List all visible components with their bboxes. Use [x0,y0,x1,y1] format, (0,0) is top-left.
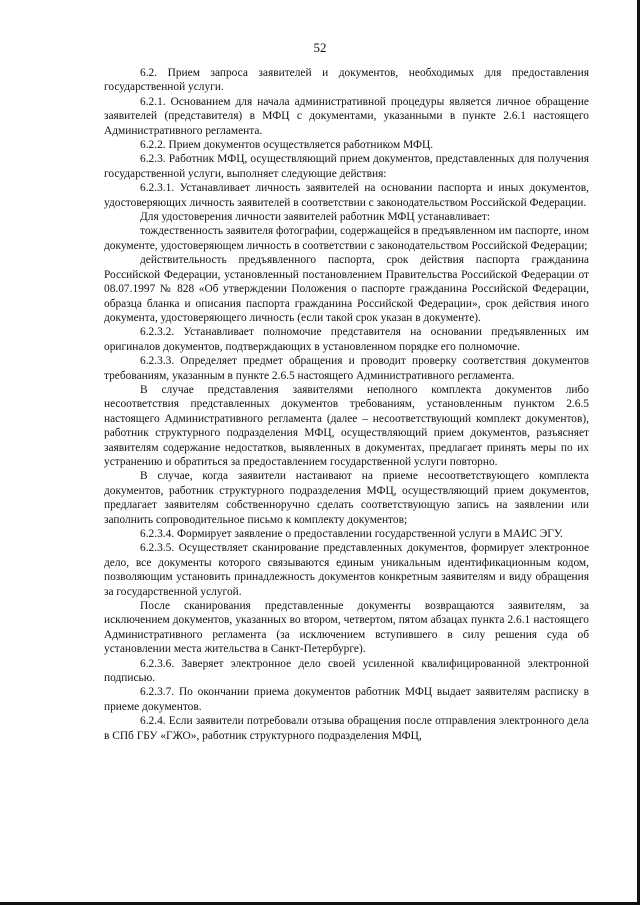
paragraph-6-2-3: 6.2.3. Работник МФЦ, осуществляющий прием документов, представленных для получения государственной услуги, выполняет следующие действия: [104,153,589,180]
paragraph-6-2-3-4: 6.2.3.4. Формирует заявление о предоставлении государственной услуги в МАИС ЭГУ. [140,528,563,540]
paragraph-insist-on-acceptance: В случае, когда заявители настаивают на приеме несоответствующего комплекта документов, работник структурного подразделения МФЦ, осуществляющий прием документов, предлагает заявителям собственноручно сделать соответствующую запись на заявлении или заполнить сопроводительное письмо к комплекту документов; [104,470,589,526]
paragraph-6-2-3-3: 6.2.3.3. Определяет предмет обращения и проводит проверку соответствия документов требованиям, указанным в пункте 2.6.5 настоящего Административного регламента. [104,355,589,382]
document-body [104,66,589,743]
paragraph-passport-validity: действительность предъявленного паспорта, срок действия паспорта гражданина Российской Федерации, установленный постановлением Правительства Российской Федерации от 08.07.1997 № 828 «Об утверждении Положения о паспорте гражданина Российской Федерации, образца бланка и описания паспорта гражданина Российской Федерации», срок действия иного документа, удостоверяющего личность (если такой срок указан в документе). [104,254,589,324]
paragraph-after-scanning: После сканирования представленные документы возвращаются заявителям, за исключением документов, указанных во втором, четвертом, пятом абзацах пункта 2.6.1 настоящего Административного регламента (за исключением вступившего в силу решения суда об установлении места жительства в Санкт-Петербурге). [104,600,589,656]
paragraph-6-2-4: 6.2.4. Если заявители потребовали отзыва обращения после отправления электронного дела в СПб ГБУ «ГЖО», работник структурного подразделения МФЦ, [104,715,589,742]
paragraph-6-2-3-1: 6.2.3.1. Устанавливает личность заявителей на основании паспорта и иных документов, удостоверяющих личность заявителей в соответствии с законодательством Российской Федерации. [104,182,589,209]
page-number: 52 [313,40,327,55]
paragraph-6-2: 6.2. Прием запроса заявителей и документов, необходимых для предоставления государственной услуги. [104,67,589,94]
paragraph-identity-photo: тождественность заявителя фотографии, содержащейся в предъявленном им паспорте, ином документе, удостоверяющем личность в соответствии с законодательством Российской Федерации; [104,225,589,252]
paragraph-identity-intro: Для удостоверения личности заявителей работник МФЦ устанавливает: [140,211,491,224]
paragraph-6-2-2: 6.2.2. Прием документов осуществляется работником МФЦ. [140,139,434,152]
paragraph-6-2-3-7: 6.2.3.7. По окончании приема документов работник МФЦ выдает заявителям расписку в приеме документов. [104,686,589,713]
paragraph-6-2-3-2: 6.2.3.2. Устанавливает полномочие представителя на основании предъявленных им оригиналов документов, подтверждающих в установленном порядке его полномочие. [104,326,589,353]
paragraph-6-2-1: 6.2.1. Основанием для начала административной процедуры является личное обращение заявителей (представителя) в МФЦ с документами, указанными в пункте 2.6.1 настоящего Административного регламента. [104,95,589,137]
paragraph-incomplete-documents: В случае представления заявителями неполного комплекта документов либо несоответствия представленных документов требованиям, установленным пунктом 2.6.5 настоящего Административного регламента (далее – несоответствующий комплект документов), работник структурного подразделения МФЦ, осуществляющий прием документов, разъясняет заявителям содержание недостатков, выявленных в документах, предлагает принять меры по их устранению и обратиться за предоставлением государственной услуги повторно. [104,383,589,468]
paragraph-6-2-3-5: 6.2.3.5. Осуществляет сканирование представленных документов, формирует электронное дело, все документы которого связываются единым уникальным идентификационным кодом, позволяющим установить принадлежность документов конкретным заявителям и виду обращения за государственной услугой. [104,542,589,598]
paragraph-6-2-3-6: 6.2.3.6. Заверяет электронное дело своей усиленной квалифицированной электронной подписью. [104,657,589,685]
